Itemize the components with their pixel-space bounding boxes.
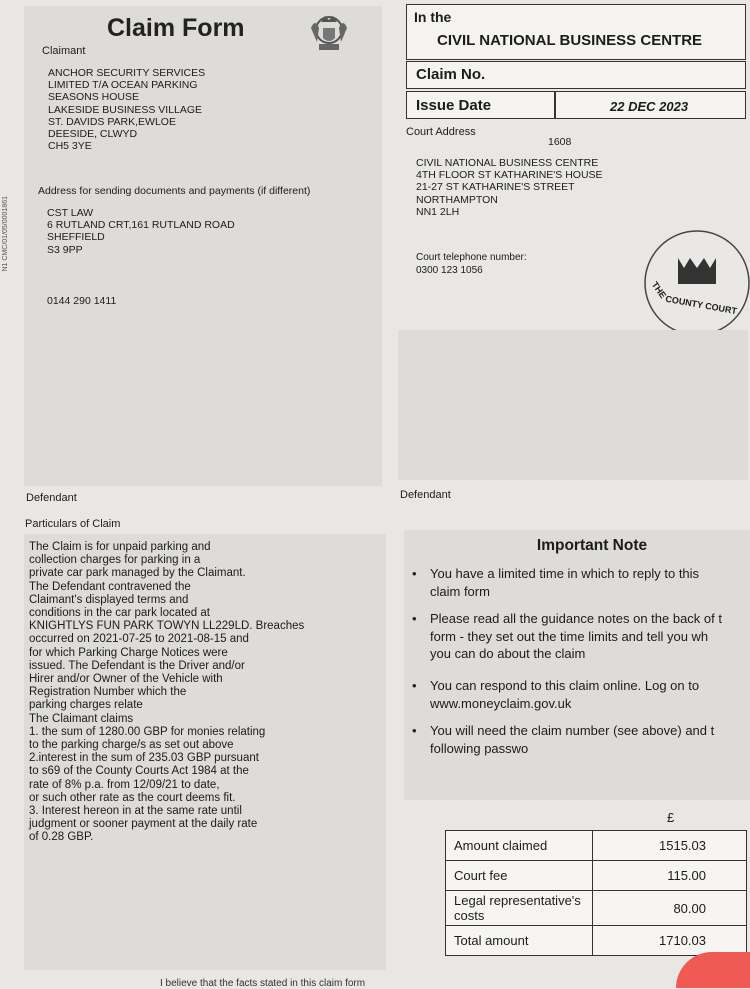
note-bullets: • You have a limited time in which to reply to this claim form • Please read all the guidance notes on the back of t form - they set out the time limits and tell you wh you can do about the claim • You can respond to this claim online. Log on to www.moneyclaim.gov.uk • You will need the claim number (see above) and t following passwo <box>404 565 750 795</box>
note-bullet-text: You can respond to this claim online. Log on to www.moneyclaim.gov.uk <box>430 678 700 711</box>
seal-text-bottom: COUNTY COURT <box>664 293 738 317</box>
currency-symbol: £ <box>667 810 675 825</box>
address-line: NORTHAMPTON <box>416 193 498 206</box>
address-line: LIMITED T/A OCEAN PARKING <box>48 79 198 92</box>
particulars-line: rate of 8% p.a. from 12/09/21 to date, <box>29 778 220 791</box>
particulars-line: 1. the sum of 1280.00 GBP for monies relating <box>29 725 266 738</box>
court-address <box>416 157 603 218</box>
address-line: CH5 3YE <box>48 140 92 153</box>
issue-date-divider <box>554 91 556 119</box>
note-bullet-text: You have a limited time in which to reply to this claim form <box>430 566 700 599</box>
address-line: SEASONS HOUSE <box>48 91 140 104</box>
address-line: LAKESIDE BUSINESS VILLAGE <box>48 103 203 116</box>
table-row <box>446 891 747 926</box>
particulars-line: 3. Interest hereon in at the same rate until <box>29 805 242 818</box>
particulars-line: Hirer and/or Owner of the Vehicle with <box>29 673 223 686</box>
particulars-line: private car park managed by the Claimant. <box>29 567 246 580</box>
important-note-title: Important Note <box>536 537 648 554</box>
defendant-label-right: Defendant <box>400 489 451 501</box>
table-row <box>446 926 747 956</box>
address-line: 4TH FLOOR ST KATHARINE'S HOUSE <box>416 169 603 182</box>
particulars-line: judgment or sooner payment at the daily rate <box>29 818 258 831</box>
address-line: ST. DAVIDS PARK,EWLOE <box>48 115 176 128</box>
particulars-line: issued. The Defendant is the Driver and/or <box>29 659 245 672</box>
court-telephone: 0300 123 1056 <box>416 265 483 276</box>
address-line: DEESIDE, CLWYD <box>48 128 138 141</box>
table-row <box>446 861 747 891</box>
in-the-label: In the <box>414 9 452 25</box>
court-address-label: Court Address <box>406 126 476 138</box>
court-name: CIVIL NATIONAL BUSINESS CENTRE <box>437 32 703 49</box>
address-line: S3 9PP <box>47 243 83 256</box>
particulars-line: KNIGHTLYS FUN PARK TOWYN LL229LD. Breaches <box>29 620 305 633</box>
particulars-line: parking charges relate <box>29 699 143 712</box>
particulars-text <box>29 541 304 845</box>
particulars-line: to the parking charge/s as set out above <box>29 739 234 752</box>
court-telephone-label: Court telephone number: <box>416 252 527 263</box>
claimant-label: Claimant <box>42 45 86 57</box>
bottom-text: I believe that the facts stated in this claim form <box>160 978 366 989</box>
totals-label: Total amount <box>446 926 593 956</box>
address-line: SHEFFIELD <box>47 231 105 244</box>
particulars-line: of 0.28 GBP. <box>29 831 94 844</box>
note-bullet-text: Please read all the guidance notes on the back of t form - they set out the time limits and tell you wh you can do about the claim <box>430 611 722 661</box>
totals-value: 80.00 <box>593 891 747 926</box>
royal-crest-icon <box>305 8 353 56</box>
court-lower-panel <box>398 330 748 480</box>
particulars-line: Claimant's displayed terms and <box>29 593 189 606</box>
service-phone: 0144 290 1411 <box>47 295 117 307</box>
particulars-line: to s69 of the County Courts Act 1984 at the <box>29 765 249 778</box>
address-line: NN1 2LH <box>416 205 460 218</box>
particulars-line: The Claim is for unpaid parking and <box>29 541 211 553</box>
particulars-line: Registration Number which the <box>29 686 187 699</box>
particulars-line: collection charges for parking in a <box>29 554 201 567</box>
totals-table <box>445 830 747 956</box>
form-title: Claim Form <box>107 14 245 42</box>
service-address-label: Address for sending documents and payments (if different) <box>38 185 311 197</box>
address-line: 6 RUTLAND CRT,161 RUTLAND ROAD <box>47 219 235 232</box>
side-reference-code: N1 CMC/01/05/0001861 <box>2 196 9 272</box>
particulars-line: The Claimant claims <box>29 712 134 725</box>
totals-value: 115.00 <box>593 861 747 891</box>
court-code: 1608 <box>548 136 572 148</box>
claimant-address <box>48 67 205 152</box>
particulars-line: 2.interest in the sum of 235.03 GBP pursuant <box>29 752 259 765</box>
particulars-line: or such other rate as the court deems fit. <box>29 791 236 804</box>
address-line: CST LAW <box>47 207 94 219</box>
address-line: CIVIL NATIONAL BUSINESS CENTRE <box>416 157 599 169</box>
issue-date-value: 22 DEC 2023 <box>610 99 689 114</box>
claim-no-label: Claim No. <box>416 66 486 83</box>
address-line: ANCHOR SECURITY SERVICES <box>48 67 206 79</box>
note-bullet-text: You will need the claim number (see above) and t following passwo <box>430 723 715 756</box>
totals-label: Amount claimed <box>446 831 593 861</box>
totals-value: 1710.03 <box>593 926 747 956</box>
totals-value: 1515.03 <box>593 831 747 861</box>
particulars-label: Particulars of Claim <box>25 518 121 530</box>
particulars-line: occurred on 2021-07-25 to 2021-08-15 and <box>29 633 249 646</box>
issue-date-label: Issue Date <box>416 97 492 114</box>
particulars-line: for which Parking Charge Notices were <box>29 646 228 659</box>
particulars-line: The Defendant contravened the <box>29 580 191 593</box>
totals-label: Court fee <box>446 861 593 891</box>
service-address <box>47 207 235 256</box>
address-line: 21-27 ST KATHARINE'S STREET <box>416 181 575 194</box>
totals-label: Legal representative's costs <box>446 891 593 926</box>
table-row <box>446 831 747 861</box>
defendant-label-left: Defendant <box>26 492 77 504</box>
particulars-line: conditions in the car park located at <box>29 607 210 620</box>
red-corner-mark <box>676 952 750 988</box>
seal-text-top: THE <box>649 279 669 301</box>
